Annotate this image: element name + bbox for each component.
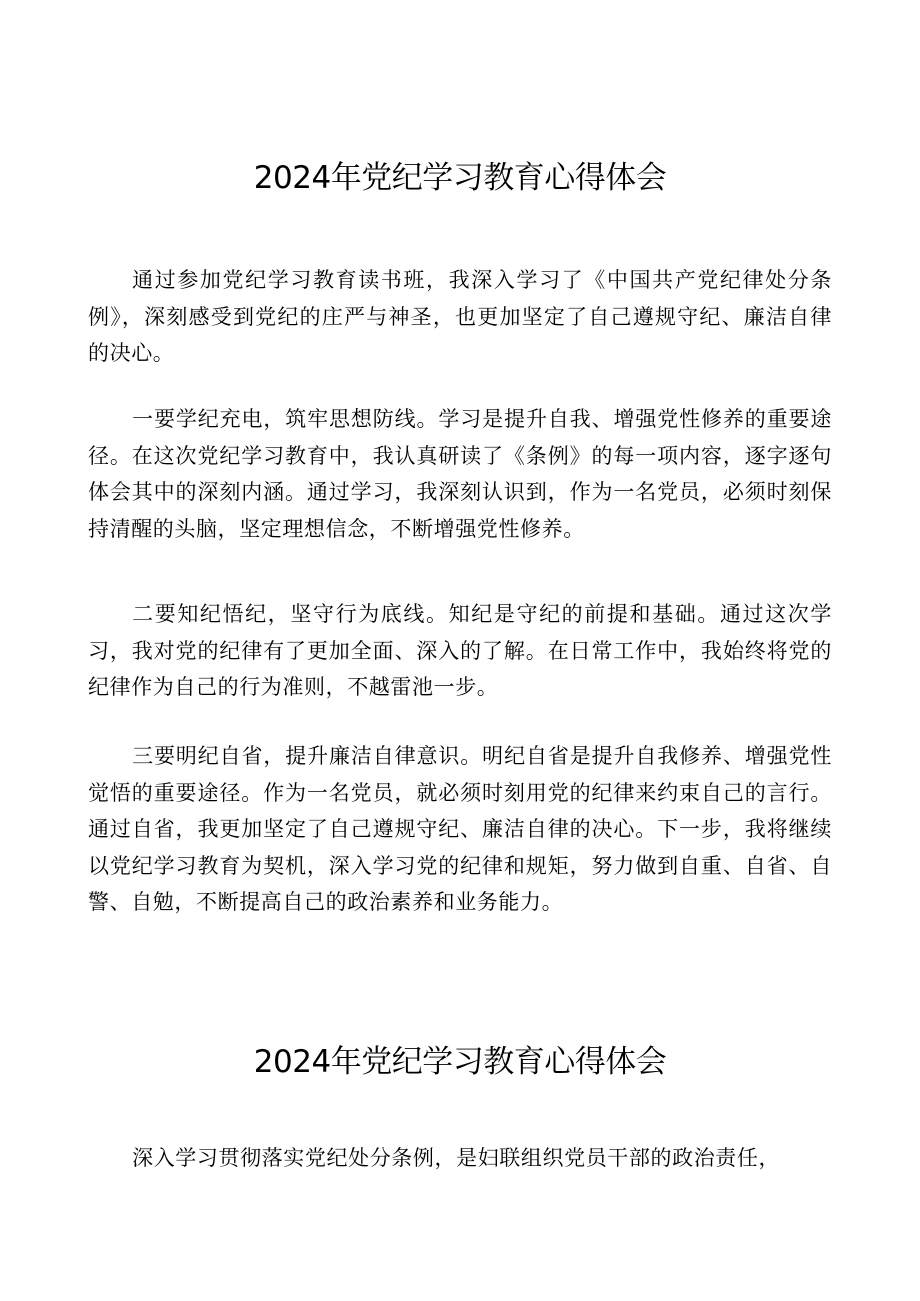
paragraph-point-two: 二要知纪悟纪，坚守行为底线。知纪是守纪的前提和基础。通过这次学习，我对党的纪律有了更加全面、深入的了解。在日常工作中，我始终将党的纪律作为自己的行为准则，不越雷池一步。 bbox=[88, 602, 832, 699]
paragraph-intro: 通过参加党纪学习教育读书班，我深入学习了《中国共产党纪律处分条例》，深刻感受到党纪的庄严与神圣，也更加坚定了自己遵规守纪、廉洁自律的决心。 bbox=[88, 268, 832, 365]
paragraph-point-three: 三要明纪自省，提升廉洁自律意识。明纪自省是提升自我修养、增强党性觉悟的重要途径。作为一名党员，就必须时刻用党的纪律来约束自己的言行。通过自省，我更加坚定了自己遵规守纪、廉洁自律的决心。下一步，我将继续以党纪学习教育为契机，深入学习党的纪律和规矩，努力做到自重、自省、自警、自勉，不断提高自己的政治素养和业务能力。 bbox=[88, 744, 832, 914]
section-title-second: 2024年党纪学习教育心得体会 bbox=[253, 1044, 667, 1080]
paragraph-point-one: 一要学纪充电，筑牢思想防线。学习是提升自我、增强党性修养的重要途径。在这次党纪学习教育中，我认真研读了《条例》的每一项内容，逐字逐句体会其中的深刻内涵。通过学习，我深刻认识到，作为一名党员，必须时刻保持清醒的头脑，坚定理想信念，不断增强党性修养。 bbox=[88, 407, 832, 541]
section-title: 2024年党纪学习教育心得体会 bbox=[253, 160, 667, 196]
paragraph-second-intro: 深入学习贯彻落实党纪处分条例，是妇联组织党员干部的政治责任， bbox=[132, 1146, 781, 1170]
